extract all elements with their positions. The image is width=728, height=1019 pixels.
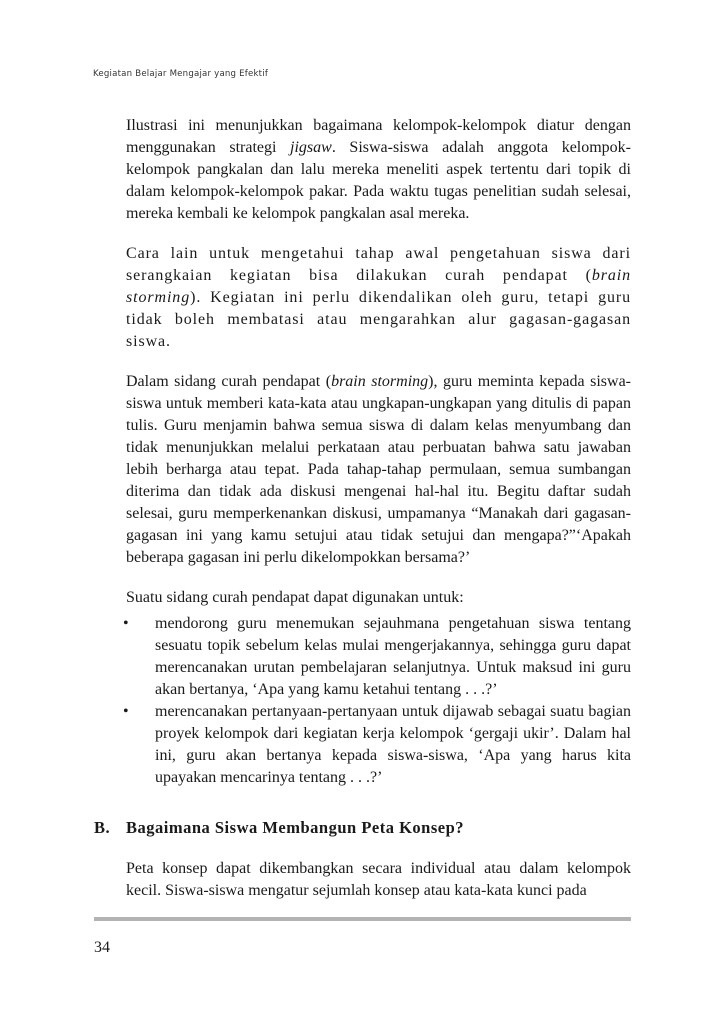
paragraph-brainstorming-session — [126, 371, 631, 569]
bullet-list — [123, 613, 631, 789]
paragraph-text: Cara lain untuk mengetahui tahap awal pengetahuan siswa dari serangkaian kegiatan bisa dilakukan curah pendapat ( — [126, 245, 631, 284]
page-number: 34 — [94, 939, 110, 956]
paragraph-text: ), guru meminta kepada siswa-siswa untuk memberi kata-kata atau ungkapan-ungkapan yang ditulis di papan tulis. Guru menjamin bahwa semua siswa di dalam kelas menyumbang dan tidak menunjukkan melalui perkataan atau perbuatan bahwa satu jawaban lebih berharga atau tepat. Pada tahap-tahap permulaan, semua sumbangan diterima dan tidak ada diskusi mengenai hal-hal itu. Begitu daftar sudah selesai, guru memperkenankan diskusi, umpamanya “Manakah dari gagasan-gagasan ini yang kamu setujui atau tidak setujui dan mengapa?”‘Apakah beberapa gagasan ini perlu dikelompokkan bersama?’ — [126, 373, 631, 566]
paragraph-jigsaw — [126, 115, 631, 225]
list-item — [123, 701, 631, 789]
emphasis-term: brain storming — [331, 373, 429, 390]
section-heading — [94, 818, 464, 838]
paragraph-text: ). Kegiatan ini perlu dikendalikan oleh guru, tetapi guru tidak boleh membatasi atau mengarahkan alur gagasan-gagasan siswa. — [126, 289, 631, 350]
list-item-text: mendorong guru menemukan sejauhmana pengetahuan siswa tentang sesuatu topik sebelum kelas mulai mengerjakannya, sehingga guru dapat merencanakan urutan pembelajaran selanjutnya. Untuk maksud ini guru akan bertanya, ‘Apa yang kamu ketahui tentang . . .?’ — [155, 615, 631, 698]
paragraph-uses-intro: Suatu sidang curah pendapat dapat digunakan untuk: — [126, 589, 464, 606]
section-title: Bagaimana Siswa Membangun Peta Konsep? — [126, 818, 465, 837]
emphasis-term: jigsaw — [290, 139, 332, 156]
paragraph-text: Dalam sidang curah pendapat ( — [126, 373, 332, 390]
bullet-icon: • — [123, 615, 129, 632]
section-paragraph: Peta konsep dapat dikembangkan secara individual atau dalam kelompok kecil. Siswa-siswa mengatur sejumlah konsep atau kata-kata kunci pada — [126, 860, 631, 899]
paragraph-text: Ilustrasi ini menunjukkan bagaimana kelompok-kelompok diatur dengan menggunakan strategi — [126, 117, 631, 156]
paragraph-brainstorming-intro — [126, 243, 631, 353]
footer-rule — [94, 917, 631, 921]
emphasis-term: brain storming — [126, 267, 631, 306]
bullet-icon: • — [123, 703, 129, 720]
section-letter: B. — [94, 818, 111, 837]
running-header: Kegiatan Belajar Mengajar yang Efektif — [93, 69, 269, 79]
list-item — [123, 613, 631, 701]
body-text — [123, 115, 632, 789]
list-item-text: merencanakan pertanyaan-pertanyaan untuk dijawab sebagai suatu bagian proyek kelompok dari kegiatan kerja kelompok ‘gergaji ukir’. Dalam hal ini, guru akan bertanya kepada siswa-siswa, ‘Apa yang harus kita upayakan mencarinya tentang . . .?’ — [155, 703, 631, 786]
paragraph-text: . Siswa-siswa adalah anggota kelompok-kelompok pangkalan dan lalu mereka meneliti aspek tertentu dari topik di dalam kelompok-kelompok pakar. Pada waktu tugas penelitian sudah selesai, mereka kembali ke kelompok pangkalan asal mereka. — [126, 139, 632, 222]
